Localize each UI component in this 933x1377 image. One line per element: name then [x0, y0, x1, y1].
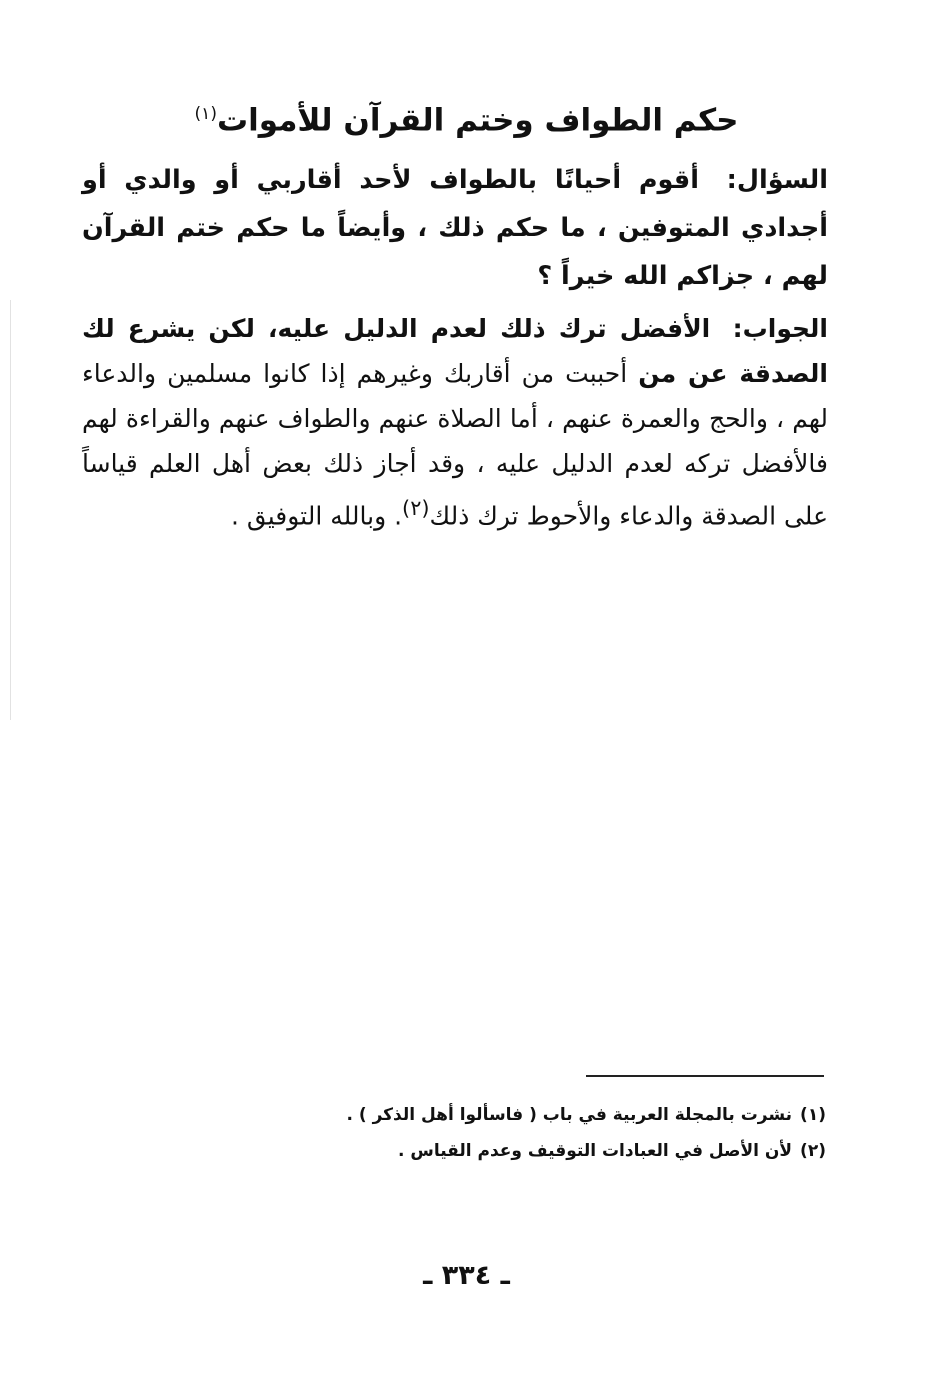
title-text: حكم الطواف وختم القرآن للأموات: [216, 102, 739, 139]
question-label: السؤال:: [726, 165, 828, 195]
footnote-1-text: نشرت بالمجلة العربية في باب ( فاسألوا أهل الذكر ) .: [346, 1105, 793, 1125]
question-text: أقوم أحيانًا بالطواف لأحد أقاربي أو والدي أو أجدادي المتوفين ، ما حكم ذلك ، وأيضاً ما حكم ختم القرآن لهم ، جزاكم الله خيراً ؟: [82, 165, 828, 291]
question-paragraph: [82, 156, 828, 300]
title-footnote-marker: (١): [194, 104, 217, 124]
scan-edge-line: [10, 300, 11, 720]
answer-label: الجواب:: [732, 314, 828, 343]
answer-text: أحببت من أقاربك وغيرهم إذا كانوا مسلمين والدعاء لهم ، والحج والعمرة عنهم ، أما الصلاة عنهم والطواف عنهم والقراءة لهم فالأفضل تركه لعدم الدليل عليه ، وقد أجاز ذلك بعض أهل العلم قياساً على الصدقة والدعاء والأحوط ترك ذلك: [82, 359, 828, 531]
footnote-2-number: (٢): [800, 1141, 826, 1161]
page-number: ـ ٣٣٤ ـ: [423, 1260, 510, 1291]
footnote-1: [300, 1097, 826, 1133]
footnotes: [300, 1097, 826, 1169]
footnote-separator: [586, 1075, 824, 1077]
page-title: [60, 92, 873, 142]
footnote-2: [300, 1133, 826, 1169]
answer-closing: . وبالله التوفيق .: [231, 501, 403, 531]
answer-lead-text: الأفضل ترك ذلك لعدم الدليل عليه، لكن يشرع لك الصدقة عن من: [82, 314, 828, 388]
answer-paragraph: [82, 306, 828, 538]
footnote-2-text: لأن الأصل في العبادات التوقيف وعدم القياس .: [398, 1141, 793, 1161]
answer-footnote-marker: (٢): [402, 496, 430, 520]
footnote-1-number: (١): [800, 1105, 826, 1125]
